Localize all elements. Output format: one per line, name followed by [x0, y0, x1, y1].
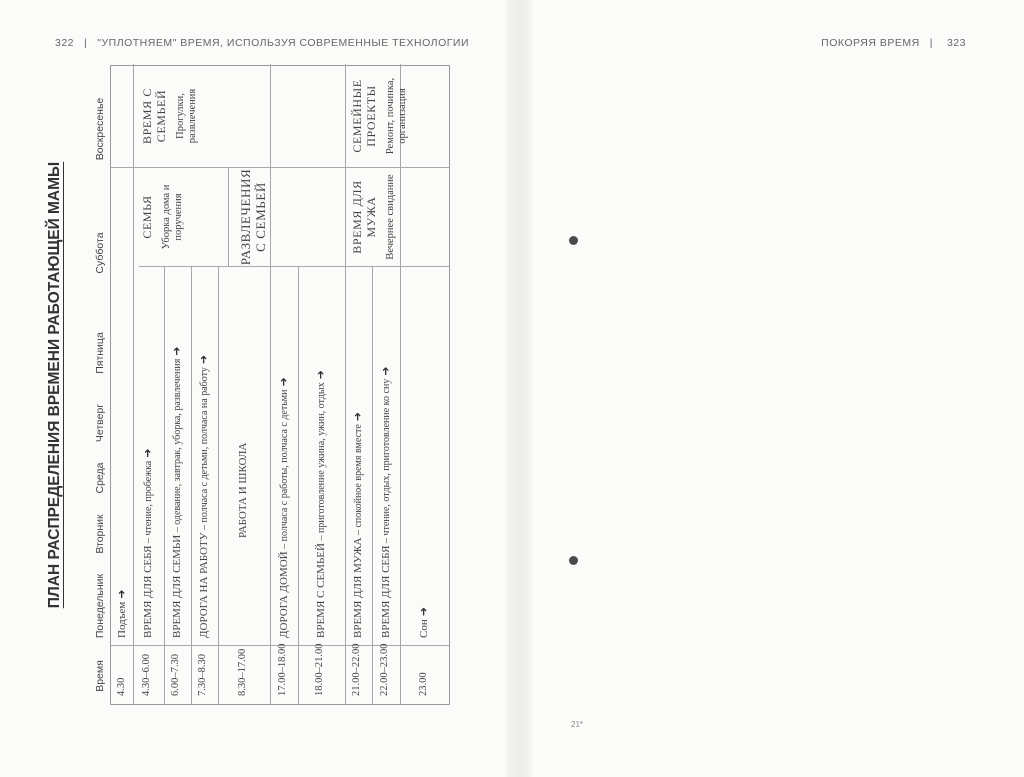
- row-divider: [218, 267, 219, 704]
- time-cell: 7.30–8.30: [197, 654, 208, 696]
- activity-cell: [197, 355, 210, 638]
- sunday-block-title: ВРЕМЯ С СЕМЬЕЙ: [140, 88, 168, 144]
- time-cell: 4.30: [116, 677, 127, 696]
- footnote-mark: 21*: [571, 720, 584, 729]
- saturday-column-divider: [139, 266, 449, 267]
- right-page-header: [821, 37, 966, 49]
- activity-title: РАБОТА И ШКОЛА: [237, 442, 249, 538]
- time-cell: 23.00: [418, 672, 429, 696]
- arrow-icon: ➜: [115, 589, 128, 599]
- right-page-number: 323: [946, 37, 966, 49]
- row-divider: [164, 267, 165, 704]
- row-divider: [191, 267, 192, 704]
- bullet-dot-top: [569, 236, 578, 245]
- activity-cell: [237, 443, 249, 538]
- activity-description: – чтение, пробежка: [143, 460, 154, 546]
- column-header-wednesday: Среда: [94, 462, 106, 494]
- sunday-family-block: [141, 65, 251, 167]
- activity-cell: [277, 377, 290, 638]
- time-cell: 22.00–23.00: [379, 643, 390, 696]
- time-cell: 18.00–21.00: [314, 643, 325, 696]
- time-cell: 4.30–6.00: [141, 654, 152, 696]
- activity-cell: [115, 590, 128, 638]
- saturday-block-title: СЕМЬЯ: [140, 195, 154, 239]
- sunday-block-description: Прогулки, развлечения: [174, 88, 199, 144]
- activity-title: ДОРОГА ДОМОЙ: [278, 551, 290, 638]
- saturday-husband-block: [351, 168, 447, 266]
- left-page-number: 322: [55, 37, 75, 49]
- rotated-schedule-plan: [40, 65, 460, 705]
- row-divider: [133, 64, 134, 704]
- column-header-monday: Понедельник: [94, 573, 106, 639]
- activity-description: – чтение, отдых, приготовление ко сну: [381, 378, 392, 546]
- right-header-separator: |: [929, 37, 933, 49]
- column-header-friday: Пятница: [94, 332, 106, 374]
- arrow-icon: ➜: [379, 366, 392, 376]
- arrow-icon: ➜: [277, 377, 290, 387]
- activity-cell: [141, 449, 154, 638]
- row-divider: [298, 267, 299, 704]
- activity-title: ВРЕМЯ ДЛЯ МУЖА: [352, 537, 364, 638]
- time-cell: 17.00–18.00: [277, 643, 288, 696]
- arrow-icon: ➜: [197, 354, 210, 365]
- saturday-block-description: Уборка дома и поручения: [160, 184, 185, 250]
- row-divider: [270, 64, 271, 704]
- sunday-block-title: СЕМЕЙНЫЕ ПРОЕКТЫ: [350, 79, 378, 153]
- arrow-icon: ➜: [141, 448, 154, 458]
- activity-title: Подъем: [116, 601, 128, 638]
- activity-title: ВРЕМЯ ДЛЯ СЕБЯ: [380, 545, 392, 638]
- activity-description: – полчаса с работы, полчаса с детьми: [279, 389, 290, 552]
- column-header-time: Время: [94, 660, 106, 692]
- arrow-icon: ➜: [170, 346, 183, 356]
- bullet-dot-bottom: [569, 556, 578, 565]
- activity-description: – приготовление ужина, ужин, отдых: [316, 382, 327, 544]
- saturday-block-description: Вечернее свидание: [384, 174, 396, 260]
- time-cell: 6.00–7.30: [170, 654, 181, 696]
- saturday-fun-block: [239, 168, 343, 266]
- activity-cell: [314, 370, 327, 638]
- activity-cell: [351, 412, 364, 638]
- saturday-family-block: [141, 168, 225, 266]
- row-divider: [372, 267, 373, 704]
- column-header-saturday: Суббота: [94, 232, 106, 274]
- column-header-sunday: Воскресенье: [94, 97, 106, 161]
- activity-description: – полчаса с детьми, полчаса на работу: [199, 367, 210, 533]
- activity-title: ВРЕМЯ С СЕМЬЕЙ: [315, 543, 327, 638]
- time-cell: 21.00–22.00: [351, 643, 362, 696]
- arrow-icon: ➜: [351, 412, 364, 422]
- time-cell: 8.30–17.00: [237, 648, 248, 696]
- arrow-icon: ➜: [314, 370, 327, 380]
- book-fold: [506, 0, 532, 777]
- right-running-title: ПОКОРЯЯ ВРЕМЯ: [821, 37, 920, 49]
- activity-cell: [170, 346, 183, 638]
- schedule-table: [110, 65, 450, 705]
- column-header-tuesday: Вторник: [94, 514, 106, 554]
- arrow-icon: ➜: [417, 607, 430, 617]
- saturday-block-title: ВРЕМЯ ДЛЯ МУЖА: [350, 180, 378, 254]
- left-running-title: "УПЛОТНЯЕМ" ВРЕМЯ, ИСПОЛЬЗУЯ СОВРЕМЕННЫЕ ТЕХНОЛОГИИ: [97, 37, 470, 49]
- activity-title: ВРЕМЯ ДЛЯ СЕБЯ: [142, 545, 154, 638]
- saturday-block-title: РАЗВЛЕЧЕНИЯ С СЕМЬЕЙ: [238, 168, 268, 266]
- sunday-projects-block: [351, 65, 447, 167]
- activity-description: – спокойное время вместе: [353, 424, 364, 538]
- row-divider: [345, 64, 346, 704]
- left-header-separator: |: [84, 37, 88, 49]
- column-header-thursday: Четверг: [94, 403, 106, 443]
- activity-title: ВРЕМЯ ДЛЯ СЕМЬИ: [171, 534, 183, 638]
- saturday-divider: [228, 168, 229, 267]
- sunday-block-description: Ремонт, починка, организация: [384, 77, 409, 155]
- activity-cell: [417, 607, 430, 638]
- activity-description: – одевание, завтрак, уборка, развлечения: [172, 358, 183, 535]
- activity-cell: [379, 366, 392, 638]
- plan-title: ПЛАН РАСПРЕДЕЛЕНИЯ ВРЕМЕНИ РАБОТАЮЩЕЙ МАМЫ: [46, 161, 63, 609]
- activity-title: Сон: [418, 619, 430, 638]
- left-page-header: [55, 37, 469, 49]
- activity-title: ДОРОГА НА РАБОТУ: [198, 532, 210, 638]
